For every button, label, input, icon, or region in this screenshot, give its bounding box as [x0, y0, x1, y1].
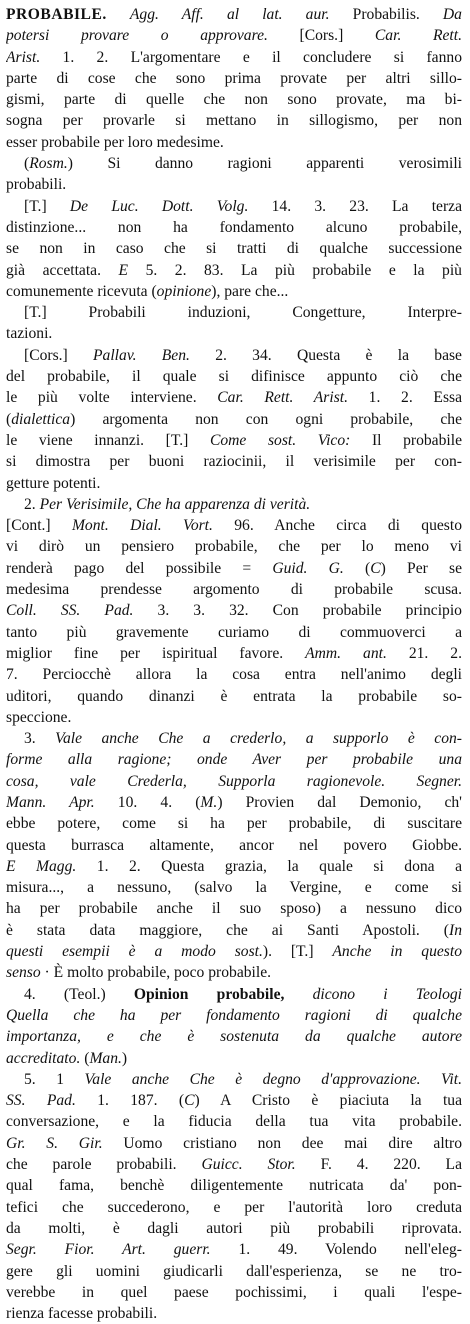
entry-line [6, 1026, 462, 1047]
text-run: 96. Anche circa di questo [212, 517, 462, 535]
italic-run: importanza, e che è sostenuta da qualche autore [6, 1028, 462, 1046]
text-run: getture potenti. [6, 474, 101, 492]
text-run: verebbe in quel paese pochissimi, i quali l'espe- [6, 1283, 462, 1301]
entry-line [6, 792, 462, 813]
entry-line [6, 984, 462, 1005]
text-run: ) Si danno ragioni apparenti verosimili [67, 155, 462, 173]
text-run: da molti, è dagli autori più probabili riprovata. [6, 1219, 462, 1237]
entry-line [6, 1175, 462, 1196]
entry-line [6, 153, 462, 174]
text-run: ha per probabile anche il suo sposo) a nessuno dico [6, 900, 462, 918]
text-run: [Cors.] [24, 346, 94, 364]
text-run: 14. 3. 23. La terza [248, 197, 462, 215]
entry-line [6, 1282, 462, 1303]
entry-line [6, 898, 462, 919]
entry-line [6, 238, 462, 259]
entry-line [6, 813, 462, 834]
italic-run: Mont. Dial. Vort. [71, 517, 213, 535]
text-run [284, 986, 312, 1003]
text-run: distinzione... non ha fondamento alcuno probabile, [6, 218, 462, 236]
text-run: si dimostra per buoni raziocinii, il verisimile per con- [6, 453, 462, 471]
entry-line [6, 451, 462, 472]
entry-line [6, 1239, 462, 1260]
text-run: ( [6, 410, 12, 428]
text-run: 2. 34. Questa è la base [189, 346, 462, 364]
entry-line [6, 664, 462, 685]
entry-line [6, 1218, 462, 1239]
text-run: gismi, parte di quelle che non sono provate, ma bi- [6, 91, 462, 109]
entry-line [6, 366, 462, 387]
text-run: questa burrasca altamente, ancor nel povero Giobbe. [6, 836, 462, 854]
text-run: misura..., a nessuno, (salvo la Vergine, e come si [6, 879, 462, 897]
entry-line [6, 217, 462, 238]
text-run: probabili. [6, 176, 67, 194]
text-run: parte di cose che sono prima provate per altri sillo- [6, 69, 462, 87]
text-run: [T.] [24, 197, 70, 215]
italic-run: Vale anche Che è degno d'approvazione. Vit. [84, 1070, 462, 1088]
italic-run: Vale anche Che a crederlo, a supporlo è con- [55, 730, 462, 748]
italic-run: Quella che ha per fondamento ragioni di qualche [6, 1006, 462, 1024]
text-run: [Cors.] [267, 27, 375, 45]
italic-run: Guicc. Stor. [201, 1156, 296, 1174]
entry-line [6, 941, 462, 962]
text-run: 4. (Teol.) [24, 985, 134, 1003]
italic-run: E [118, 261, 129, 279]
entry-line [6, 1069, 462, 1090]
text-run: esser probabile per loro medesime. [6, 133, 224, 151]
text-run: speccione. [6, 708, 72, 726]
italic-run: Segr. Fior. Art. guerr. [6, 1241, 211, 1259]
entry-line [6, 47, 462, 68]
entry-line [6, 835, 462, 856]
italic-run: In [449, 921, 462, 939]
entry-line [6, 1048, 462, 1069]
entry-line [6, 174, 462, 195]
text-run: ( [343, 559, 371, 577]
text-run: F. 4. 220. La [295, 1156, 462, 1174]
entry-line [6, 302, 462, 323]
text-run: medesima prendesse argomento di probabile scusa. [6, 581, 462, 599]
italic-run: questi esempii è a modo sost. [6, 943, 263, 961]
text-run: tazioni. [6, 325, 53, 343]
entry-line [6, 728, 462, 749]
entry-line [6, 877, 462, 898]
italic-run: Amm. ant. [305, 644, 387, 662]
italic-run: Anche in questo [332, 943, 462, 961]
text-run: ebbe potere, come si ha per probabile, di suscitare [6, 815, 462, 833]
text-run: ) Provien dal Demonio, ch' [217, 793, 462, 811]
bold-run: Opinion probabile, [133, 985, 285, 1003]
italic-run: Rosm. [29, 155, 68, 173]
dictionary-entry-probabile [6, 4, 462, 1324]
italic-run: dialettica [11, 410, 71, 428]
text-run: 5. 1 [24, 1070, 85, 1088]
italic-run: forme alla ragione; onde Aver per probabile una [6, 751, 462, 769]
entry-line [6, 68, 462, 89]
text-run: ( [80, 1049, 90, 1067]
text-run: ) A Cristo è piaciuta la tua [194, 1092, 462, 1110]
text-run: · È molto probabile, poco probabile. [40, 964, 272, 982]
entry-line [6, 1197, 462, 1218]
entry-line [6, 430, 462, 451]
text-run: le più volte interviene. [6, 389, 218, 407]
entry-line [6, 89, 462, 110]
italic-run: Guid. G. [272, 559, 344, 577]
italic-run: C [370, 559, 381, 577]
italic-run: E Magg. [6, 857, 77, 875]
text-run: ( [24, 155, 30, 173]
text-run: vi dirò un pensiero probabile, che per lo meno vi [6, 538, 462, 556]
italic-run: Come sost. Vico: [209, 431, 351, 449]
entry-line [6, 345, 462, 366]
italic-run: Man. [89, 1049, 122, 1067]
text-run: 1. 49. Volendo nell'eleg- [210, 1241, 462, 1259]
entry-line [6, 1154, 462, 1175]
entry-line [6, 1090, 462, 1111]
text-run: del probabile, il quale si difinisce appunto ciò che [6, 368, 462, 386]
italic-run: De Luc. Dott. Volg. [69, 197, 249, 215]
entry-line [6, 1111, 462, 1132]
entry-line [6, 856, 462, 877]
entry-line [6, 600, 462, 621]
italic-run: Gr. S. Gir. [6, 1134, 103, 1152]
entry-line [6, 25, 462, 46]
entry-line [6, 260, 462, 281]
entry-line [6, 196, 462, 217]
entry-line [6, 1261, 462, 1282]
text-run: le viene innanzi. [T.] [6, 431, 210, 449]
text-run: 3. 3. 32. Con probabile principio [133, 602, 462, 620]
text-run: 5. 2. 83. La più probabile e la più [128, 261, 462, 279]
entry-line [6, 920, 462, 941]
entry-line [6, 536, 462, 557]
italic-run: cosa, vale Crederla, Supporla ragionevole. Segner. [6, 772, 462, 790]
headword: PROBABILE. [6, 6, 107, 23]
text-run: Il probabile [350, 431, 462, 449]
italic-run: Per Verisimile, Che ha apparenza di verità. [39, 495, 311, 513]
text-run: Uomo cristiano non dee mai dire altro [102, 1134, 462, 1152]
entry-line [6, 771, 462, 792]
italic-run: Coll. SS. Pad. [6, 602, 134, 620]
italic-run: Arist. [6, 48, 41, 66]
italic-run: Pallav. Ben. [93, 346, 190, 364]
text-run: sogna per provarle si mettano in sillogismo, per non [6, 112, 462, 130]
entry-line [6, 962, 462, 983]
entry-line [6, 1005, 462, 1026]
text-run: 10. 4. ( [94, 793, 201, 811]
italic-run: C [184, 1092, 195, 1110]
entry-line [6, 643, 462, 664]
italic-run: SS. Pad. [6, 1092, 76, 1110]
italic-run: accreditato. [6, 1049, 81, 1067]
text-run: 21. 2. [386, 644, 462, 662]
italic-run: Mann. Apr. [6, 793, 95, 811]
text-run: ). [T.] [262, 943, 333, 961]
italic-run: M. [200, 793, 218, 811]
entry-line [6, 110, 462, 131]
entry-line [6, 281, 462, 302]
text-run: 1. 2. Questa grazia, la quale si dona a [76, 857, 462, 875]
text-run: 7. Perciocchè allora la cosa entra nell'animo degli [6, 666, 462, 684]
text-run: ) [121, 1049, 128, 1067]
text-run: miglior fine per ispiritual favore. [6, 644, 306, 662]
text-run: già accettata. [6, 261, 119, 279]
entry-line [6, 494, 462, 515]
text-run: Probabilis. [329, 6, 443, 23]
text-run: è stata data maggiore, che ai Santi Apostoli. ( [6, 921, 449, 939]
text-run: gere gli uomini giudicarli dall'esperienza, se ne tro- [6, 1262, 462, 1280]
text-run: comunemente ricevuta ( [6, 282, 157, 300]
text-run: rienza facesse probabili. [6, 1305, 158, 1323]
italic-run: Car. Rett. Arist. [217, 389, 349, 407]
entry-line [6, 409, 462, 430]
text-run: 2. [24, 495, 40, 513]
text-run: tefici che succederono, e per l'autorità loro creduta [6, 1198, 462, 1216]
text-run: ) Per se [380, 559, 462, 577]
italic-run: senso [6, 964, 41, 982]
text-run: renderà pago del possibile = [6, 559, 273, 577]
italic-run: dicono i Teologi [312, 985, 462, 1003]
italic-run: Agg. Aff. al lat. aur. [129, 6, 330, 23]
text-run: [Cont.] [6, 517, 72, 535]
italic-run: Car. Rett. [374, 27, 462, 45]
entry-line [6, 579, 462, 600]
italic-run: Da [442, 6, 462, 23]
text-run [107, 6, 130, 23]
text-run: qual fama, benchè diligentemente nutricata da' pon- [6, 1177, 462, 1195]
text-run: 1. 2. L'argomentare e il concludere si fanno [40, 48, 462, 66]
entry-line [6, 707, 462, 728]
entry-line [6, 749, 462, 770]
entry-line [6, 1133, 462, 1154]
text-run: [T.] Probabili induzioni, Congetture, Interpre- [24, 304, 462, 322]
text-run: 3. [24, 730, 56, 748]
entry-line [6, 132, 462, 153]
italic-run: opinione [156, 282, 212, 300]
text-run: tanto più gravemente curiamo di commuoverci a [6, 623, 462, 641]
text-run: ) argomenta non con ogni probabile, che [70, 410, 462, 428]
entry-line [6, 622, 462, 643]
text-run: se non in caso che si tratti di qualche successione [6, 240, 462, 258]
entry-line [6, 473, 462, 494]
text-run: 1. 187. ( [75, 1092, 185, 1110]
entry-line [6, 4, 462, 25]
italic-run: potersi provare o approvare. [6, 27, 268, 45]
entry-line [6, 1303, 462, 1324]
text-run: che parole probabili. [6, 1156, 202, 1174]
entry-line [6, 323, 462, 344]
entry-line [6, 558, 462, 579]
text-run: conversazione, e la fiducia della tua vita probabile. [6, 1113, 462, 1131]
entry-line [6, 686, 462, 707]
entry-line [6, 515, 462, 536]
entry-line [6, 387, 462, 408]
text-run: ), pare che... [211, 282, 289, 300]
text-run: 1. 2. Essa [348, 389, 462, 407]
text-run: uditori, quando dinanzi è entrata la probabile so- [6, 687, 462, 705]
